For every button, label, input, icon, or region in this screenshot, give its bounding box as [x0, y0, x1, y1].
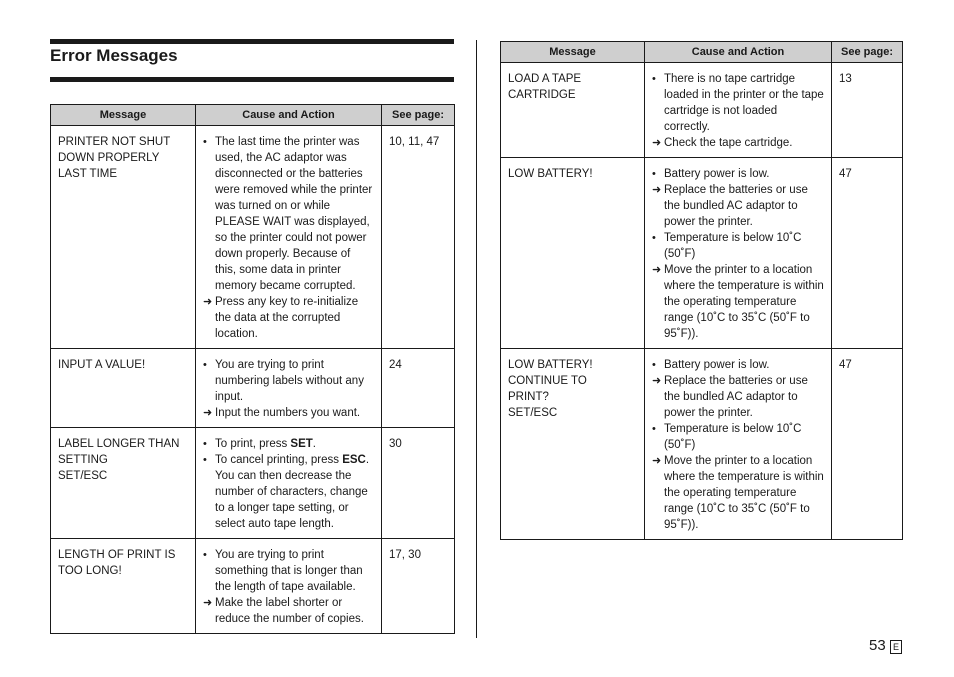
- table-row: [51, 126, 455, 349]
- action-item: [652, 262, 824, 342]
- error-table-right: [500, 41, 903, 540]
- item-text: Input the numbers you want.: [215, 407, 361, 419]
- message-line: LOW BATTERY!: [508, 168, 593, 180]
- cause-item: [203, 436, 374, 452]
- message-cell: [51, 428, 196, 539]
- cause-action-cell: [645, 158, 832, 349]
- message-cell: [51, 539, 196, 634]
- item-text: Battery power is low.: [664, 359, 770, 371]
- arrow-right-icon: ➜: [652, 264, 662, 276]
- table-row: [501, 349, 903, 540]
- cause-item: [203, 357, 374, 405]
- cause-item: [203, 547, 374, 595]
- message-cell: [501, 63, 645, 158]
- arrow-right-icon: ➜: [203, 407, 213, 419]
- cause-action-list: [203, 134, 374, 342]
- cause-action-cell: [645, 63, 832, 158]
- title-top-rule: [50, 39, 454, 44]
- arrow-right-icon: ➜: [203, 597, 213, 609]
- item-text: Move the printer to a location where the temperature is within the operating temperature range (10˚C to 35˚C (50˚F to 95˚F)).: [664, 264, 824, 340]
- bullet-icon: •: [652, 359, 656, 371]
- cause-item: [203, 134, 374, 294]
- item-text: You are trying to print something that is longer than the length of tape available.: [215, 549, 363, 593]
- cause-item: [652, 230, 824, 262]
- see-page-cell: 47: [832, 158, 903, 349]
- action-item: [652, 453, 824, 533]
- message-line: LENGTH OF PRINT IS: [58, 549, 176, 561]
- item-text: Check the tape cartridge.: [664, 137, 793, 149]
- see-page-cell: 13: [832, 63, 903, 158]
- item-text: Replace the batteries or use the bundled AC adaptor to power the printer.: [664, 184, 808, 228]
- message-cell: [501, 158, 645, 349]
- header-message: Message: [51, 105, 196, 126]
- message-cell: [501, 349, 645, 540]
- message-line: LAST TIME: [58, 168, 118, 180]
- arrow-right-icon: ➜: [652, 455, 662, 467]
- cause-action-list: [652, 357, 824, 533]
- bullet-icon: •: [652, 168, 656, 180]
- bullet-icon: •: [203, 438, 207, 450]
- cause-action-cell: [196, 428, 382, 539]
- table-row: [51, 539, 455, 634]
- page-number: 53: [869, 637, 886, 654]
- message-line: LOAD A TAPE: [508, 73, 582, 85]
- cause-action-list: [203, 436, 374, 532]
- column-divider: [476, 40, 477, 638]
- cause-item: [652, 421, 824, 453]
- header-see-page: See page:: [382, 105, 455, 126]
- item-text: You are trying to print numbering labels without any input.: [215, 359, 364, 403]
- action-item: [203, 595, 374, 627]
- item-text: Replace the batteries or use the bundled AC adaptor to power the printer.: [664, 375, 808, 419]
- cause-action-list: [652, 71, 824, 151]
- message-line: PRINT?: [508, 391, 549, 403]
- action-item: [652, 135, 824, 151]
- message-line: INPUT A VALUE!: [58, 359, 146, 371]
- item-text-pre: To print, press: [215, 438, 291, 450]
- arrow-right-icon: ➜: [203, 296, 213, 308]
- action-item: [652, 373, 824, 421]
- item-text: There is no tape cartridge loaded in the printer or the tape cartridge is not loaded correctly.: [664, 73, 824, 133]
- table-row: [51, 428, 455, 539]
- error-table-left-body: [51, 126, 455, 634]
- cause-item: [652, 357, 824, 373]
- action-item: [203, 405, 374, 421]
- page-title: Error Messages: [50, 46, 178, 65]
- bullet-icon: •: [203, 359, 207, 371]
- item-text: [215, 438, 316, 450]
- table-header-row: [51, 105, 455, 126]
- message-line: LOW BATTERY!: [508, 359, 593, 371]
- cause-item: [652, 166, 824, 182]
- key-label: ESC: [342, 454, 366, 466]
- message-cell: [51, 126, 196, 349]
- message-line: SET/ESC: [508, 407, 558, 419]
- error-table-left: [50, 104, 455, 634]
- see-page-cell: 24: [382, 349, 455, 428]
- table-header-row: [501, 42, 903, 63]
- item-text: The last time the printer was used, the AC adaptor was disconnected or the batteries were removed while the printer was turned on or while PLEASE WAIT was displayed, so the printer could not power down properly. Because of this, some data in printer memory became corrupted.: [215, 136, 373, 292]
- cause-action-cell: [196, 539, 382, 634]
- see-page-cell: 17, 30: [382, 539, 455, 634]
- cause-item: [203, 452, 374, 532]
- table-row: [501, 158, 903, 349]
- header-message: Message: [501, 42, 645, 63]
- header-cause-and-action: Cause and Action: [196, 105, 382, 126]
- see-page-cell: 30: [382, 428, 455, 539]
- item-text-post: . You can then decrease the number of characters, change to a longer tape setting, or select auto tape length.: [215, 454, 370, 530]
- item-text: Make the label shorter or reduce the number of copies.: [215, 597, 364, 625]
- table-row: [501, 63, 903, 158]
- bullet-icon: •: [203, 454, 207, 466]
- item-text: Temperature is below 10˚C (50˚F): [664, 423, 802, 451]
- action-item: [652, 182, 824, 230]
- item-text-post: .: [312, 438, 316, 450]
- cause-action-list: [203, 547, 374, 627]
- key-label: SET: [290, 438, 313, 450]
- action-item: [203, 294, 374, 342]
- item-text: Temperature is below 10˚C (50˚F): [664, 232, 802, 260]
- message-line: DOWN PROPERLY: [58, 152, 160, 164]
- error-table-right-body: [501, 63, 903, 540]
- arrow-right-icon: ➜: [652, 184, 662, 196]
- message-line: LABEL LONGER THAN: [58, 438, 180, 450]
- message-line: SETTING: [58, 454, 108, 466]
- bullet-icon: •: [203, 549, 207, 561]
- message-line: SET/ESC: [58, 470, 108, 482]
- message-line: TOO LONG!: [58, 565, 122, 577]
- cause-action-cell: [196, 126, 382, 349]
- bullet-icon: •: [652, 232, 656, 244]
- cause-action-list: [652, 166, 824, 342]
- message-line: CARTRIDGE: [508, 89, 576, 101]
- header-cause-and-action: Cause and Action: [645, 42, 832, 63]
- see-page-cell: 47: [832, 349, 903, 540]
- cause-action-cell: [645, 349, 832, 540]
- item-text: Battery power is low.: [664, 168, 770, 180]
- arrow-right-icon: ➜: [652, 375, 662, 387]
- table-row: [51, 349, 455, 428]
- item-text-pre: To cancel printing, press: [215, 454, 343, 466]
- item-text: Move the printer to a location where the temperature is within the operating temperature range (10˚C to 35˚C (50˚F to 95˚F)).: [664, 455, 824, 531]
- title-bottom-rule: [50, 77, 454, 82]
- bullet-icon: •: [652, 73, 656, 85]
- message-line: PRINTER NOT SHUT: [58, 136, 171, 148]
- cause-action-list: [203, 357, 374, 421]
- header-see-page: See page:: [832, 42, 903, 63]
- arrow-right-icon: ➜: [652, 137, 662, 149]
- language-tag: E: [890, 640, 902, 654]
- cause-item: [652, 71, 824, 135]
- message-line: CONTINUE TO: [508, 375, 587, 387]
- item-text: Press any key to re-initialize the data at the corrupted location.: [215, 296, 359, 340]
- bullet-icon: •: [203, 136, 207, 148]
- cause-action-cell: [196, 349, 382, 428]
- bullet-icon: •: [652, 423, 656, 435]
- see-page-cell: 10, 11, 47: [382, 126, 455, 349]
- item-text: [215, 454, 369, 530]
- message-cell: [51, 349, 196, 428]
